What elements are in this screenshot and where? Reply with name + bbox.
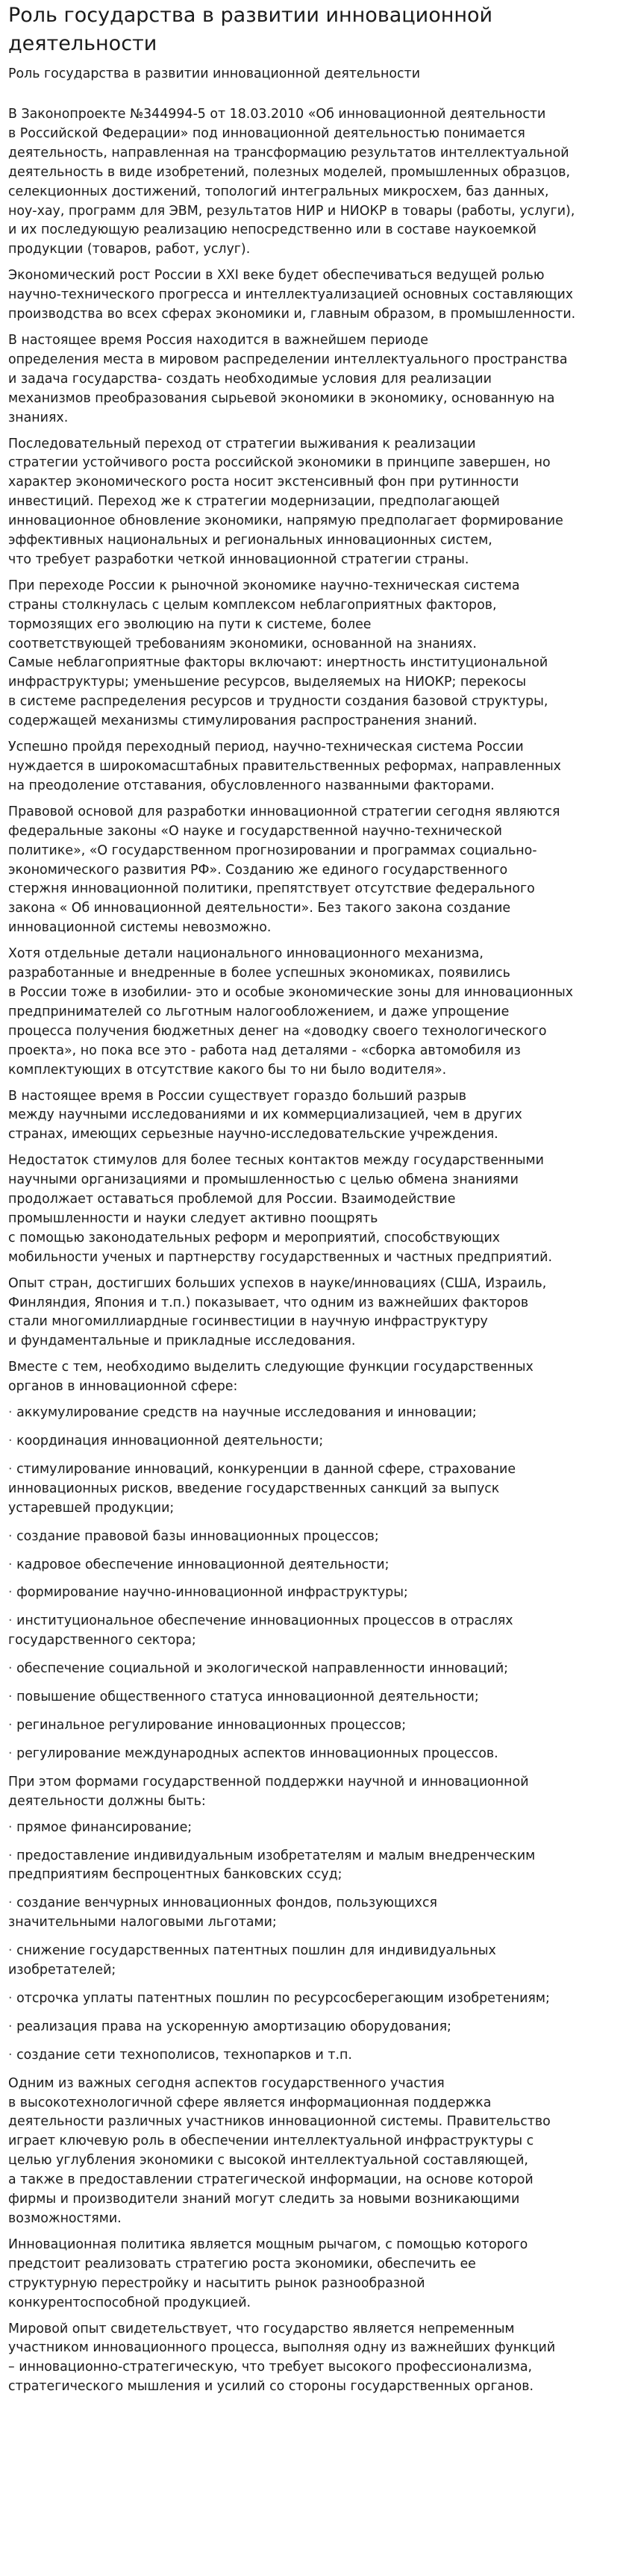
- list-item-text: аккумулирование средств на научные исследования и инновации;: [16, 1405, 477, 1421]
- list-item: [8, 2046, 615, 2066]
- list-item: [8, 1432, 615, 1451]
- list-item: [8, 1612, 615, 1651]
- list-item-text: создание сети технополисов, технопарков и т.п.: [16, 2047, 352, 2063]
- list-item-text: стимулирование инноваций, конкуренции в данной сфере, страхование инновационных рисков, введение государственных санкций за выпуск устаревшей продукции;: [8, 1461, 516, 1516]
- bullet-icon: ·: [8, 1943, 13, 1959]
- list-item: [8, 1460, 615, 1519]
- list-item-text: создание венчурных инновационных фондов, пользующихся значительными налоговыми льготами;: [8, 1895, 437, 1931]
- functions-list: [8, 1404, 615, 1764]
- list-item: [8, 1989, 615, 2009]
- paragraph: При переходе России к рыночной экономике научно-техническая система страны столкнулась с целым комплексом неблагоприятных факторов, тормозящих его эволюцию на пути к системе, более соответствующей требованиям экономики, основанной на знаниях. Самые неблагоприятные факторы включают: инертность институциональной инфраструктуры; уменьшение ресурсов, выделяемых на НИОКР; перекосы в системе распределения ресурсов и трудности создания базовой структуры, содержащей механизмы стимулирования распространения знаний.: [8, 578, 548, 729]
- bullet-icon: ·: [8, 1557, 13, 1572]
- paragraph: Одним из важных сегодня аспектов государственного участия в высокотехнологичной сфере является информационная поддержка деятельности различных участников инновационной системы. Правительство играет ключевую роль в обеспечении интеллектуальной инфраструктуры с целью углубления экономики с высокой интеллектуальной составляющей, а также в предоставлении стратегической информации, на основе которой фирмы и производители знаний могут следить за новыми возникающими возможностями.: [8, 2075, 551, 2226]
- list-item: [8, 1819, 615, 1838]
- bullet-icon: ·: [8, 1819, 13, 1835]
- list-item-text: регулирование международных аспектов инновационных процессов.: [16, 1745, 498, 1761]
- paragraph: Мировой опыт свидетельствует, что государство является непременным участником инновационного процесса, выполняя одну из важнейших функций – инновационно-стратегическую, что требует высокого профессионализма, стратегического мышления и усилий со стороны государственных органов.: [8, 2321, 556, 2395]
- list-item: [8, 1745, 615, 1764]
- paragraph: Недостаток стимулов для более тесных контактов между государственными научными организациями и промышленностью с целью обмена знаниями продолжает оставаться проблемой для России. Взаимодействие промышленности и науки следует активно поощрять с помощью законодательных реформ и мероприятий, способствующих мобильности ученых и партнерству государственных и частных предприятий.: [8, 1153, 552, 1265]
- list-item: [8, 1688, 615, 1707]
- list-item: [8, 1584, 615, 1603]
- list-item: [8, 1528, 615, 1547]
- list-item-text: координация инновационной деятельности;: [16, 1434, 324, 1448]
- support-forms-list: [8, 1819, 615, 2066]
- list-item-text: институциональное обеспечение инновационных процессов в отраслях государственного сектора;: [8, 1613, 513, 1648]
- paragraph: Опыт стран, достигших больших успехов в науке/инновациях (США, Израиль, Финляндия, Япония и т.п.) показывает, что одним из важнейших факторов стали многомиллиардные госинвестиции в научную инфраструктуру и фундаментальные и прикладные исследования.: [8, 1275, 547, 1349]
- paragraph: Успешно пройдя переходный период, научно-техническая система России нуждается в широкомасштабных правительственных реформах, направленных на преодоление отставания, обусловленного названными факторами.: [8, 740, 561, 793]
- list-item-text: кадровое обеспечение инновационной деятельности;: [16, 1557, 389, 1572]
- bullet-icon: ·: [8, 2047, 13, 2063]
- paragraph: В настоящее время в России существует гораздо больший разрыв между научными исследованиями и их коммерциализацией, чем в других странах, имеющих серьезные научно-исследовательские учреждения.: [8, 1088, 522, 1142]
- bullet-icon: ·: [8, 1613, 13, 1629]
- bullet-icon: ·: [8, 1434, 13, 1448]
- paragraph: Вместе с тем, необходимо выделить следующие функции государственных органов в инновационной сфере:: [8, 1360, 534, 1395]
- list-item-text: регинальное регулирование инновационных процессов;: [16, 1717, 407, 1733]
- list-item-text: снижение государственных патентных пошлин для индивидуальных изобретателей;: [8, 1943, 496, 1978]
- bullet-icon: ·: [8, 1990, 13, 2006]
- bullet-icon: ·: [8, 1895, 13, 1911]
- paragraph: Экономический рост России в XXI веке будет обеспечиваться ведущей ролью научно-технического прогресса и интеллектуализацией основных составляющих производства во всех сферах экономики и, главным образом, в промышленности.: [8, 268, 576, 322]
- bullet-icon: ·: [8, 1745, 13, 1761]
- paragraph: При этом формами государственной поддержки научной и инновационной деятельности должны быть:: [8, 1774, 529, 1809]
- list-item: [8, 1894, 615, 1933]
- paragraph: Последовательный переход от стратегии выживания к реализации стратегии устойчивого роста российской экономики в принципе завершен, но характер экономического роста носит экстенсивный фон при рутинности инвестиций. Переход же к стратегии модернизации, предполагающей инновационное обновление экономики, напрямую предполагает формирование эффективных национальных и региональных инновационных систем, что требует разработки четкой инновационной стратегии страны.: [8, 436, 563, 567]
- list-item-text: прямое финансирование;: [16, 1819, 193, 1835]
- bullet-icon: ·: [8, 1528, 13, 1544]
- list-item: [8, 1847, 615, 1886]
- bullet-icon: ·: [8, 1848, 13, 1863]
- bullet-icon: ·: [8, 1661, 13, 1677]
- list-item: [8, 1660, 615, 1679]
- list-item-text: обеспечение социальной и экологической направленности инноваций;: [16, 1661, 509, 1677]
- bullet-icon: ·: [8, 1689, 13, 1705]
- list-item: [8, 1942, 615, 1981]
- list-item-text: предоставление индивидуальным изобретателям и малым внедренческим предприятиям беспроцентных банковских ссуд;: [8, 1848, 536, 1883]
- list-item-text: повышение общественного статуса инновационной деятельности;: [16, 1689, 479, 1705]
- list-item-text: реализация права на ускоренную амортизацию оборудования;: [16, 2019, 451, 2034]
- closing-paragraphs: [8, 2075, 615, 2398]
- bullet-icon: ·: [8, 1461, 13, 1477]
- paragraph: Правовой основой для разработки инновационной стратегии сегодня являются федеральные законы «О науке и государственной научно-технической политике», «О государственном прогнозировании и программах социально- экономического развития РФ». Созданию же единого государственного стержня инновационной политики, препятствует отсутствие федерального закона « Об инновационной деятельности». Без такого закона создание инновационной системы невозможно.: [8, 804, 560, 936]
- list-item: [8, 1556, 615, 1575]
- list-item: [8, 1716, 615, 1736]
- bullet-icon: ·: [8, 2019, 13, 2034]
- bullet-icon: ·: [8, 1717, 13, 1733]
- bullet-icon: ·: [8, 1405, 13, 1421]
- list-item: [8, 2018, 615, 2037]
- bullet-icon: ·: [8, 1585, 13, 1601]
- page-title: Роль государства в развитии инновационной деятельности: [8, 4, 493, 55]
- list-item-text: формирование научно-инновационной инфраструктуры;: [16, 1585, 408, 1601]
- paragraph: Инновационная политика является мощным рычагом, с помощью которого предстоит реализовать стратегию роста экономики, обеспечить ее структурную перестройку и насытить рынок разнообразной конкурентоспособной продукцией.: [8, 2236, 528, 2310]
- paragraph: В настоящее время Россия находится в важнейшем периоде определения места в мировом распределении интеллектуального пространства и задача государства- создать необходимые условия для реализации механизмов преобразования сырьевой экономики в экономику, основанную на знаниях.: [8, 332, 568, 425]
- article: [8, 0, 615, 2397]
- list-item-text: создание правовой базы инновационных процессов;: [16, 1528, 379, 1544]
- intro-paragraphs: [8, 105, 615, 1397]
- article-subtitle: Роль государства в развитии инновационной деятельности: [8, 66, 420, 81]
- paragraph: Хотя отдельные детали национального инновационного механизма, разработанные и внедренные в более успешных экономиках, появились в России тоже в изобилии- это и особые экономические зоны для инновационных предпринимателей со льготным налогообложением, и даже упрощение процесса получения бюджетных денег на «доводку своего технологического проекта», но пока все это - работа над деталями - «сборка автомобиля из комплектующих в отсутствие какого бы то ни было водителя».: [8, 946, 574, 1078]
- paragraph: В Законопроекте №344994-5 от 18.03.2010 «Об инновационной деятельности в Российской Федерации» под инновационной деятельностью понимается деятельность, направленная на трансформацию результатов интеллектуальной деятельность в виде изобретений, полезных моделей, промышленных образцов, селекционных достижений, топологий интегральных микросхем, баз данных, ноу-хау, программ для ЭВМ, результатов НИР и НИОКР в товары (работы, услуги), и их последующую реализацию непосредственно или в составе наукоемкой продукции (товаров, работ, услуг).: [8, 107, 575, 257]
- list-item: [8, 1404, 615, 1423]
- list-item-text: отсрочка уплаты патентных пошлин по ресурсосберегающим изобретениям;: [16, 1990, 550, 2006]
